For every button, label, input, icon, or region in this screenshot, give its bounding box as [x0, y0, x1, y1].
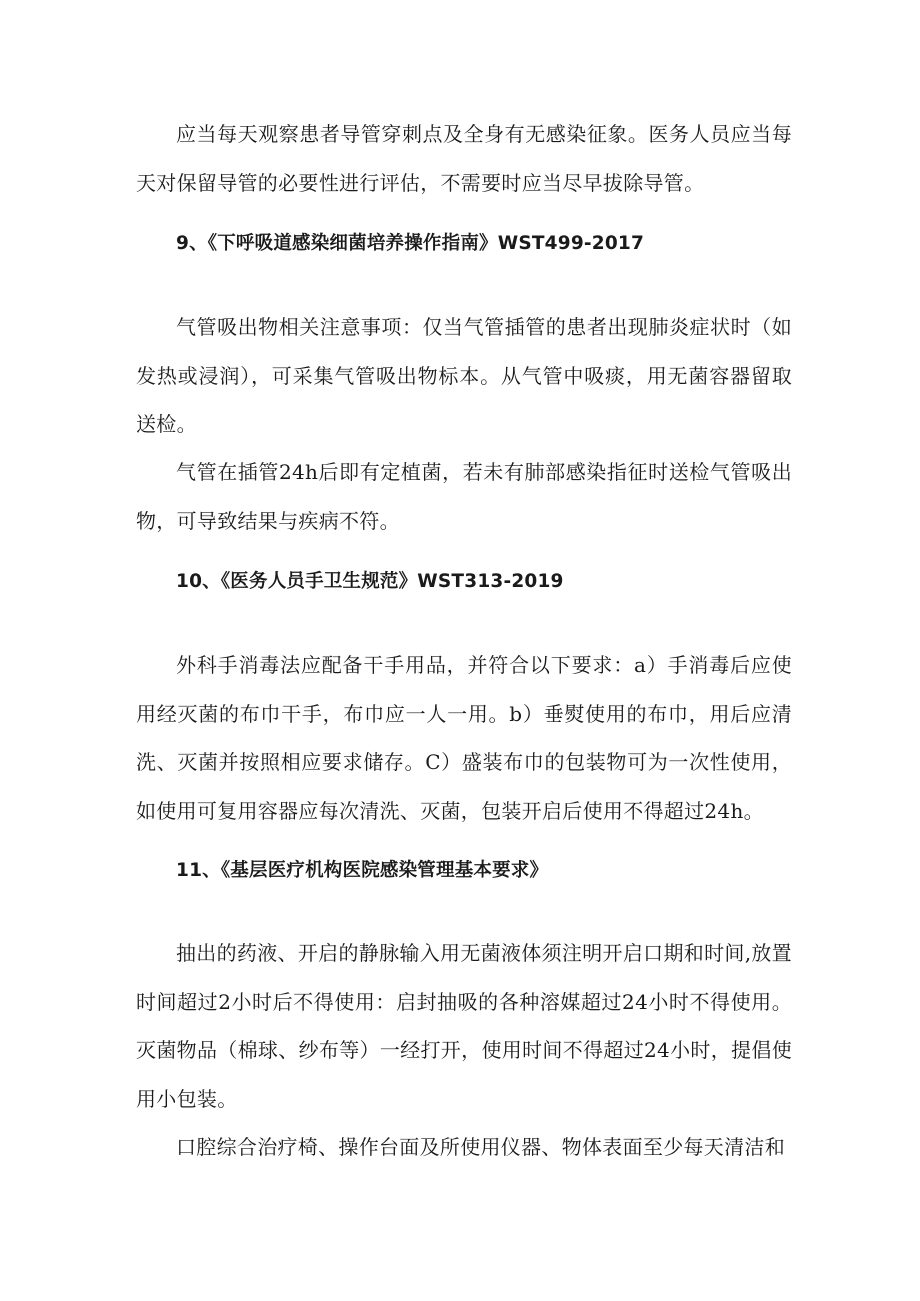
paragraph-dental-chair-cleaning: 口腔综合治疗椅、操作台面及所使用仪器、物体表面至少每天清洁和 — [176, 1135, 785, 1159]
paragraph-catheter-observation: 应当每天观察患者导管穿刺点及全身有无感染征象。医务人员应当每天对保留导管的必要性进行评估，不需要时应当尽早拔除导管。 — [136, 122, 792, 195]
paragraph-tracheal-colonization: 气管在插管24h后即有定植菌，若未有肺部感染指征时送检气管吸出物，可导致结果与疾病不符。 — [136, 460, 792, 533]
heading-section-11: 11、《基层医疗机构医院感染管理基本要求》 — [176, 860, 549, 881]
heading-section-10: 10、《医务人员手卫生规范》WST313-2019 — [176, 571, 564, 592]
heading-section-9: 9、《下呼吸道感染细菌培养操作指南》WST499-2017 — [176, 233, 645, 254]
paragraph-surgical-hand-disinfection: 外科手消毒法应配备干手用品，并符合以下要求：a）手消毒后应使用经灭菌的布巾干手，布巾应一人一用。b）垂熨使用的布巾，用后应清洗、灭菌并按照相应要求储存。C）盛装布巾的包装物可为一次性使用，如使用可复用容器应每次清洗、灭菌，包装开启后使用不得超过24h。 — [136, 653, 792, 823]
paragraph-sterile-liquids: 抽出的药液、开启的静脉输入用无菌液体须注明开启口期和时间,放置时间超过2小时后不得使用：启封抽吸的各种溶媒超过24小时不得使用。灭菌物品（棉球、纱布等）一经打开，使用时间不得超过24小时，提倡使用小包装。 — [136, 941, 792, 1111]
paragraph-tracheal-aspirate-notes: 气管吸出物相关注意事项：仅当气管插管的患者出现肺炎症状时（如发热或浸润），可采集气管吸出物标本。从气管中吸痰，用无菌容器留取送检。 — [136, 315, 792, 436]
